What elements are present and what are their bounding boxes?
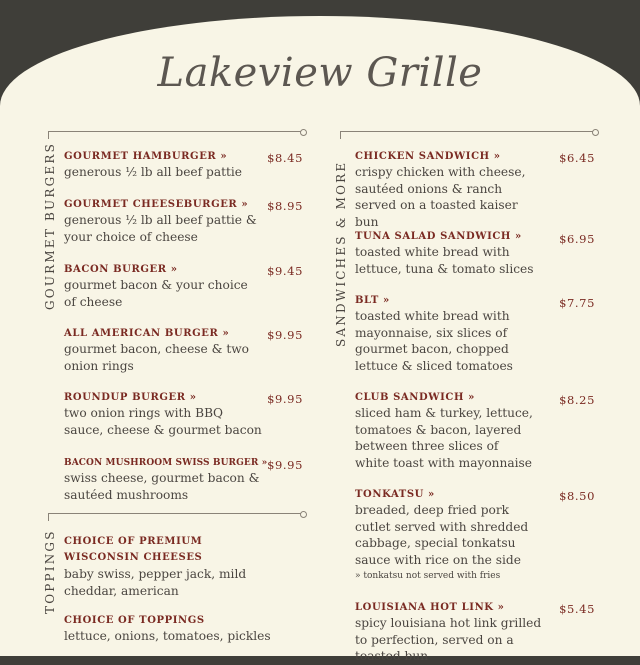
item-description: sliced ham & turkey, lettuce, tomatoes & bacon, layered between three slices of white toast with mayonnaise (355, 406, 533, 470)
menu-item-bacon-burger (64, 263, 254, 310)
item-note: » tonkatsu not served with fries (355, 571, 501, 581)
item-name: CHICKEN SANDWICH » (355, 151, 501, 162)
item-name: CHOICE OF TOPPINGS (64, 615, 205, 626)
item-price: $8.50 (559, 489, 595, 503)
burgers-section-label: GOURMET BURGERS (43, 141, 57, 310)
item-name: GOURMET CHEESEBURGER » (64, 199, 249, 210)
item-price: $9.95 (267, 328, 303, 342)
menu-item-gourmet-cheeseburger (64, 198, 264, 245)
menu-item-club-sandwich (355, 391, 535, 471)
sandwiches-divider (340, 131, 596, 132)
item-description: lettuce, onions, tomatoes, pickles (64, 629, 271, 643)
item-description: toasted white bread with mayonnaise, six slices of gourmet bacon, chopped lettuce & sliced tomatoes (355, 309, 513, 373)
topping-premium-cheeses (64, 534, 264, 599)
item-description: generous ½ lb all beef pattie & your choice of cheese (64, 213, 257, 244)
item-name: BACON BURGER » (64, 264, 178, 275)
item-name-line2: WISCONSIN CHEESES (64, 552, 203, 563)
item-description: two onion rings with BBQ sauce, cheese & gourmet bacon (64, 406, 262, 437)
menu-item-gourmet-hamburger (64, 150, 264, 181)
item-name: ALL AMERICAN BURGER » (64, 328, 230, 339)
item-name: TUNA SALAD SANDWICH » (355, 231, 522, 242)
item-name: GOURMET HAMBURGER » (64, 151, 228, 162)
item-price: $8.95 (267, 199, 303, 213)
menu-item-tonkatsu (355, 488, 545, 581)
item-price: $5.45 (559, 602, 595, 616)
item-description: gourmet bacon, cheese & two onion rings (64, 342, 250, 373)
sandwiches-section-label: SANDWICHES & MORE (334, 160, 348, 347)
restaurant-title: Lakeview Grille (157, 50, 483, 96)
toppings-divider (48, 513, 304, 514)
menu-item-louisiana-hot-link (355, 601, 545, 665)
menu-item-bacon-mushroom-swiss-burger (64, 456, 268, 503)
item-description: gourmet bacon & your choice of cheese (64, 278, 248, 309)
menu-item-roundup-burger (64, 391, 264, 438)
toppings-section-label: TOPPINGS (43, 529, 57, 614)
item-price: $6.95 (559, 232, 595, 246)
item-name: LOUISIANA HOT LINK » (355, 602, 505, 613)
item-price: $9.45 (267, 264, 303, 278)
item-description: swiss cheese, gourmet bacon & sautéed mushrooms (64, 471, 260, 502)
item-price: $7.75 (559, 296, 595, 310)
item-description: baby swiss, pepper jack, mild cheddar, american (64, 567, 247, 598)
menu-item-all-american-burger (64, 327, 254, 374)
item-price: $9.95 (267, 392, 303, 406)
burgers-divider (48, 131, 304, 132)
item-price: $9.95 (267, 458, 303, 472)
item-description: crispy chicken with cheese, sautéed onions & ranch served on a toasted kaiser bun (355, 165, 526, 229)
item-description: breaded, deep fried pork cutlet served with shredded cabbage, special tonkatsu sauce with rice on the side (355, 503, 529, 567)
menu-page (0, 16, 640, 663)
item-description: generous ½ lb all beef pattie (64, 165, 242, 179)
item-description: toasted white bread with lettuce, tuna & tomato slices (355, 245, 534, 276)
item-name: BLT » (355, 295, 390, 306)
item-name: BACON MUSHROOM SWISS BURGER » (64, 458, 268, 468)
item-name-line1: CHOICE OF PREMIUM (64, 536, 203, 547)
topping-choice-of-toppings (64, 614, 271, 645)
menu-item-tuna-salad-sandwich (355, 230, 535, 277)
menu-item-blt (355, 294, 535, 374)
item-name: ROUNDUP BURGER » (64, 392, 197, 403)
item-name: CLUB SANDWICH » (355, 392, 475, 403)
item-price: $6.45 (559, 151, 595, 165)
item-description: spicy louisiana hot link grilled to perfection, served on a toasted bun (355, 616, 542, 663)
item-price: $8.25 (559, 393, 595, 407)
menu-item-chicken-sandwich (355, 150, 545, 230)
item-price: $8.45 (267, 151, 303, 165)
item-name: TONKATSU » (355, 489, 435, 500)
